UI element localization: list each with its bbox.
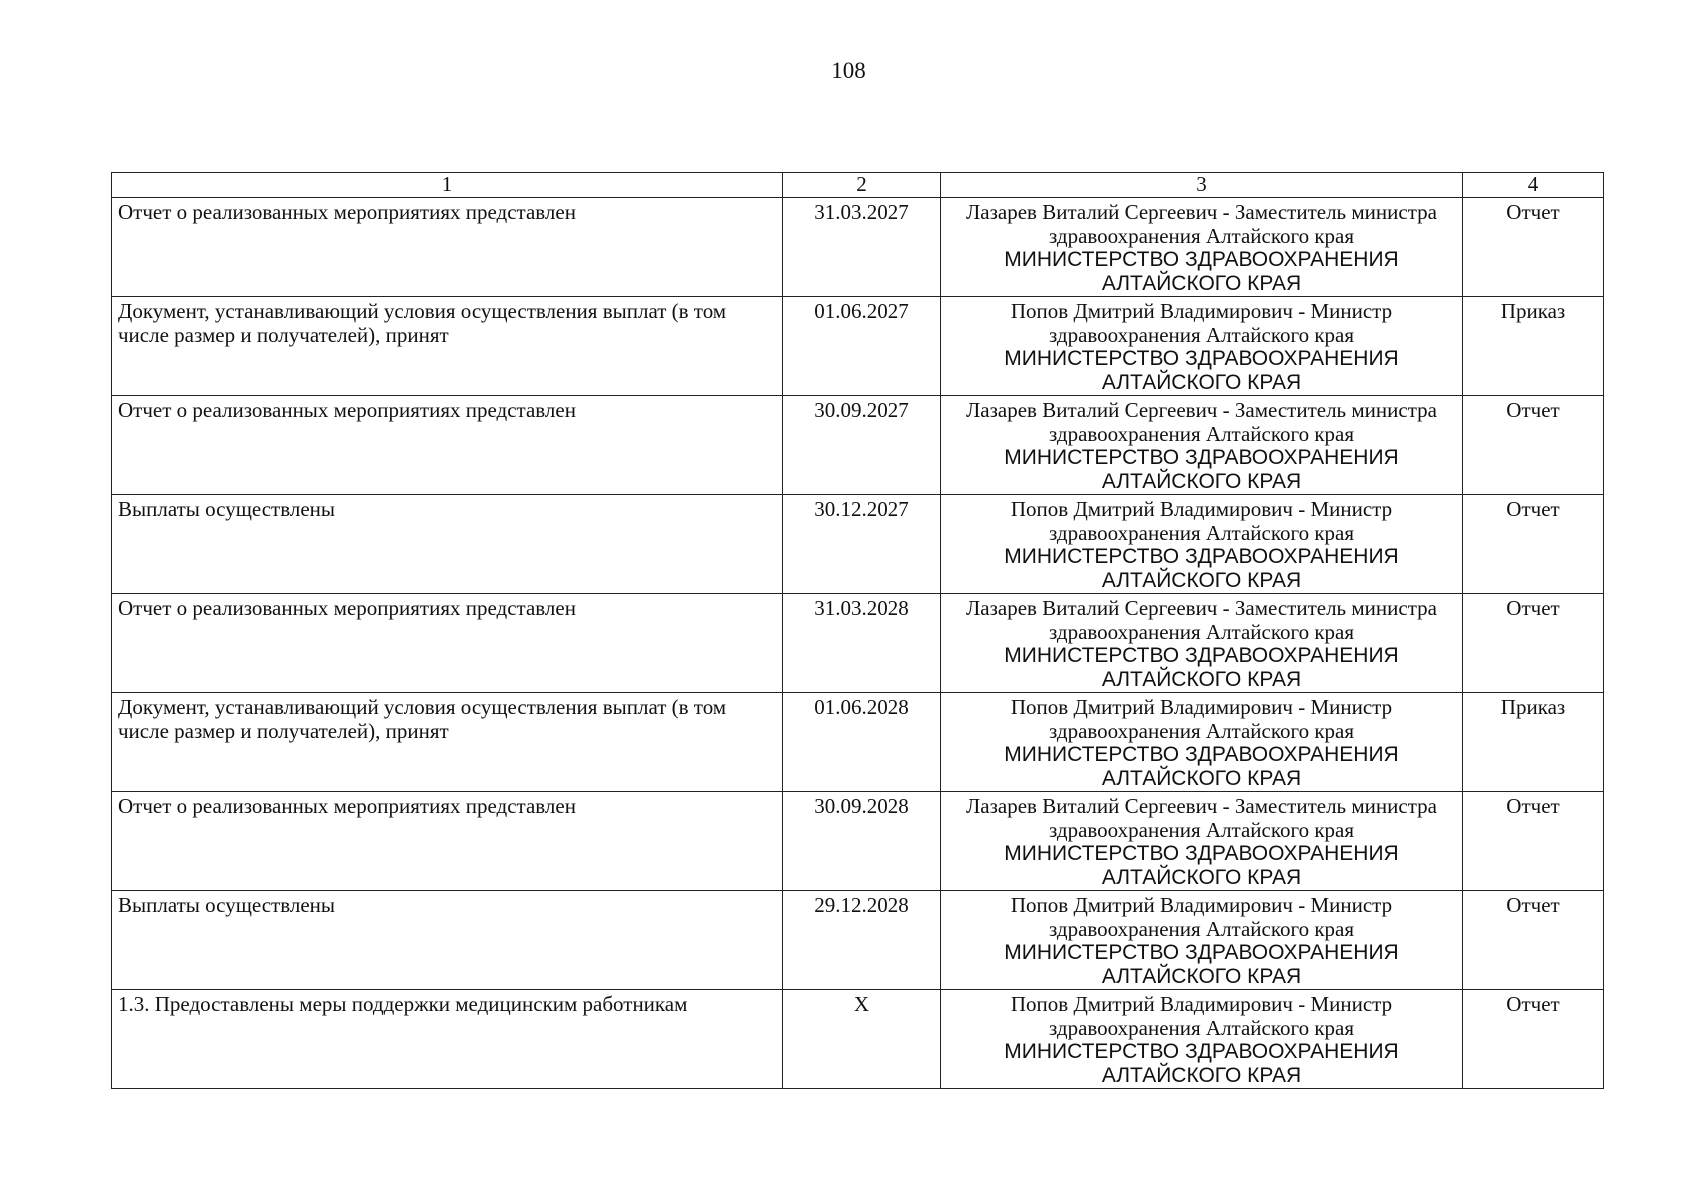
table-row <box>112 594 1604 693</box>
row-document-type: Приказ <box>1463 693 1604 792</box>
row-description: Отчет о реализованных мероприятиях представлен <box>112 396 783 495</box>
row-description: Документ, устанавливающий условия осуществления выплат (в том числе размер и получателей), принят <box>112 297 783 396</box>
responsible-person: Попов Дмитрий Владимирович - Министр здравоохранения Алтайского края <box>1010 497 1393 545</box>
table-header-row <box>112 173 1604 198</box>
row-document-type: Отчет <box>1463 594 1604 693</box>
row-date: 31.03.2028 <box>783 594 941 693</box>
row-responsible <box>941 990 1463 1089</box>
column-header-2: 2 <box>783 173 941 198</box>
row-document-type: Отчет <box>1463 891 1604 990</box>
row-responsible <box>941 396 1463 495</box>
row-document-type: Отчет <box>1463 396 1604 495</box>
responsible-organization: МИНИСТЕРСТВО ЗДРАВООХРАНЕНИЯ АЛТАЙСКОГО КРАЯ <box>1004 842 1399 889</box>
row-responsible <box>941 594 1463 693</box>
row-description: Выплаты осуществлены <box>112 495 783 594</box>
row-description: Документ, устанавливающий условия осуществления выплат (в том числе размер и получателей), принят <box>112 693 783 792</box>
control-points-table <box>111 172 1604 1089</box>
row-description: Отчет о реализованных мероприятиях представлен <box>112 198 783 297</box>
column-header-3: 3 <box>941 173 1463 198</box>
column-header-1: 1 <box>112 173 783 198</box>
column-header-4: 4 <box>1463 173 1604 198</box>
row-description: Отчет о реализованных мероприятиях представлен <box>112 792 783 891</box>
row-responsible <box>941 693 1463 792</box>
table-row <box>112 693 1604 792</box>
responsible-person: Лазарев Виталий Сергеевич - Заместитель министра здравоохранения Алтайского края <box>966 794 1437 842</box>
row-description: 1.3. Предоставлены меры поддержки медицинским работникам <box>112 990 783 1089</box>
table-row <box>112 396 1604 495</box>
table-row <box>112 990 1604 1089</box>
responsible-person: Лазарев Виталий Сергеевич - Заместитель министра здравоохранения Алтайского края <box>966 596 1437 644</box>
responsible-organization: МИНИСТЕРСТВО ЗДРАВООХРАНЕНИЯ АЛТАЙСКОГО КРАЯ <box>1004 644 1399 691</box>
row-document-type: Отчет <box>1463 990 1604 1089</box>
row-responsible <box>941 297 1463 396</box>
row-date: 01.06.2028 <box>783 693 941 792</box>
row-document-type: Отчет <box>1463 792 1604 891</box>
row-responsible <box>941 198 1463 297</box>
responsible-person: Попов Дмитрий Владимирович - Министр здравоохранения Алтайского края <box>1010 695 1393 743</box>
row-date: 30.12.2027 <box>783 495 941 594</box>
responsible-organization: МИНИСТЕРСТВО ЗДРАВООХРАНЕНИЯ АЛТАЙСКОГО КРАЯ <box>1004 743 1399 790</box>
responsible-organization: МИНИСТЕРСТВО ЗДРАВООХРАНЕНИЯ АЛТАЙСКОГО КРАЯ <box>1004 248 1399 295</box>
row-date: 31.03.2027 <box>783 198 941 297</box>
row-date: 01.06.2027 <box>783 297 941 396</box>
table-row <box>112 495 1604 594</box>
table-row <box>112 792 1604 891</box>
row-date: 30.09.2027 <box>783 396 941 495</box>
responsible-person: Лазарев Виталий Сергеевич - Заместитель министра здравоохранения Алтайского края <box>966 398 1437 446</box>
row-responsible <box>941 891 1463 990</box>
responsible-organization: МИНИСТЕРСТВО ЗДРАВООХРАНЕНИЯ АЛТАЙСКОГО КРАЯ <box>1004 446 1399 493</box>
table-row <box>112 198 1604 297</box>
row-date: X <box>783 990 941 1089</box>
row-date: 29.12.2028 <box>783 891 941 990</box>
responsible-organization: МИНИСТЕРСТВО ЗДРАВООХРАНЕНИЯ АЛТАЙСКОГО КРАЯ <box>1004 545 1399 592</box>
responsible-person: Лазарев Виталий Сергеевич - Заместитель министра здравоохранения Алтайского края <box>966 200 1437 248</box>
responsible-person: Попов Дмитрий Владимирович - Министр здравоохранения Алтайского края <box>1010 992 1393 1040</box>
row-responsible <box>941 495 1463 594</box>
table-row <box>112 297 1604 396</box>
responsible-organization: МИНИСТЕРСТВО ЗДРАВООХРАНЕНИЯ АЛТАЙСКОГО КРАЯ <box>1004 347 1399 394</box>
responsible-person: Попов Дмитрий Владимирович - Министр здравоохранения Алтайского края <box>1010 893 1393 941</box>
row-description: Отчет о реализованных мероприятиях представлен <box>112 594 783 693</box>
responsible-organization: МИНИСТЕРСТВО ЗДРАВООХРАНЕНИЯ АЛТАЙСКОГО КРАЯ <box>1004 941 1399 988</box>
row-document-type: Приказ <box>1463 297 1604 396</box>
table-row <box>112 891 1604 990</box>
page-number: 108 <box>831 58 866 83</box>
row-date: 30.09.2028 <box>783 792 941 891</box>
row-description: Выплаты осуществлены <box>112 891 783 990</box>
row-responsible <box>941 792 1463 891</box>
responsible-person: Попов Дмитрий Владимирович - Министр здравоохранения Алтайского края <box>1010 299 1393 347</box>
responsible-organization: МИНИСТЕРСТВО ЗДРАВООХРАНЕНИЯ АЛТАЙСКОГО КРАЯ <box>1004 1040 1399 1087</box>
row-document-type: Отчет <box>1463 495 1604 594</box>
row-document-type: Отчет <box>1463 198 1604 297</box>
